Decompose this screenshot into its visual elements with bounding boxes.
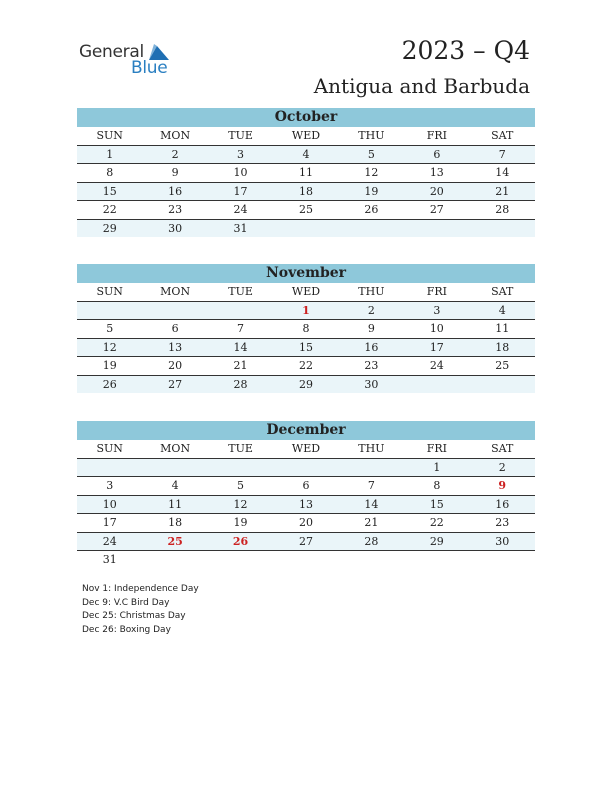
holiday-day-cell: 1 [302,303,310,317]
day-cell [77,459,142,477]
day-cell: 12 [233,497,248,511]
day-cell [470,220,535,238]
holiday-note: Dec 25: Christmas Day [82,611,186,621]
day-cell: 17 [102,516,117,529]
month-october [77,108,535,237]
weekday-label: SUN [96,442,123,455]
weekday-label: SAT [491,285,514,298]
day-cell: 26 [102,377,117,391]
day-cell: 15 [298,340,313,354]
day-cell: 14 [233,340,248,354]
week-row [77,357,535,376]
week-row [77,533,535,552]
day-cell [470,376,535,394]
weekday-label: FRI [426,442,447,455]
day-cell: 22 [102,203,117,216]
day-cell: 17 [429,340,444,354]
day-cell: 11 [168,497,183,511]
day-cell: 13 [298,497,313,511]
day-cell [208,459,273,477]
day-cell [404,551,469,569]
day-cell: 3 [106,479,114,492]
day-cell: 16 [168,184,183,198]
weekday-label: SAT [491,129,514,142]
day-cell: 2 [367,303,375,317]
day-cell: 10 [429,322,444,335]
day-cell [404,220,469,238]
weekday-label: SUN [96,129,123,142]
day-cell: 20 [298,516,313,529]
week-row [77,551,535,569]
day-cell: 9 [367,322,375,335]
day-cell: 15 [429,497,444,511]
day-cell: 4 [302,147,310,161]
day-cell: 2 [171,147,179,161]
day-cell [339,551,404,569]
month-title: October [77,108,535,127]
weekday-label: THU [358,285,385,298]
month-title: December [77,421,535,440]
day-cell: 24 [102,534,117,548]
week-row [77,320,535,339]
day-cell: 21 [364,516,379,529]
day-cell: 11 [495,322,510,335]
day-cell: 21 [495,184,510,198]
day-cell: 5 [237,479,245,492]
week-row [77,459,535,478]
day-cell: 5 [367,147,375,161]
day-cell [404,376,469,394]
weekday-label: TUE [228,442,253,455]
page-title-country: Antigua and Barbuda [313,74,530,98]
day-cell [142,302,207,320]
day-cell: 27 [168,377,183,391]
day-cell: 1 [433,460,441,474]
day-cell: 31 [233,221,248,235]
week-row [77,302,535,321]
day-cell: 24 [429,359,444,372]
week-row [77,146,535,165]
day-cell: 8 [302,322,310,335]
day-cell: 7 [498,147,506,161]
weekday-label: SAT [491,442,514,455]
day-cell: 20 [168,359,183,372]
day-cell [273,459,338,477]
day-cell [339,220,404,238]
day-cell: 4 [171,479,179,492]
day-cell: 15 [102,184,117,198]
weekday-label: WED [291,129,321,142]
holiday-note: Nov 1: Independence Day [82,584,199,594]
weekday-label: THU [358,442,385,455]
day-cell [77,302,142,320]
holiday-note: Dec 26: Boxing Day [82,624,171,635]
logo [79,42,189,82]
holiday-notes [82,583,199,637]
page-title-year: 2023 – Q4 [401,36,530,65]
month-title: November [77,264,535,283]
day-cell: 31 [102,553,117,566]
day-cell: 16 [495,497,510,511]
day-cell: 19 [102,359,117,372]
day-cell: 28 [364,534,379,548]
day-cell [208,302,273,320]
weekday-header-row [77,440,535,459]
week-row [77,201,535,220]
weekday-label: FRI [426,129,447,142]
weekday-label: FRI [426,285,447,298]
day-cell: 11 [298,166,313,179]
weekday-label: TUE [228,285,253,298]
logo-general-text: General [79,42,144,62]
day-cell: 18 [495,340,510,354]
day-cell: 2 [498,460,506,474]
month-december [77,421,535,569]
logo-blue-text: Blue [131,58,168,78]
weekday-label: WED [291,285,321,298]
day-cell [273,220,338,238]
day-cell: 20 [429,184,444,198]
weekday-label: WED [291,442,321,455]
day-cell [142,551,207,569]
day-cell: 14 [495,166,510,179]
weekday-header-row [77,127,535,146]
weekday-label: MON [160,442,191,455]
day-cell: 25 [298,203,313,216]
day-cell: 13 [168,340,183,354]
week-row [77,496,535,515]
day-cell: 17 [233,184,248,198]
week-row [77,183,535,202]
day-cell: 29 [102,221,117,235]
day-cell: 22 [298,359,313,372]
day-cell: 8 [106,166,114,179]
day-cell: 7 [237,322,245,335]
day-cell: 30 [495,534,510,548]
day-cell: 10 [102,497,117,511]
day-cell: 7 [367,479,375,492]
day-cell: 3 [433,303,441,317]
day-cell: 25 [495,359,510,372]
day-cell: 28 [495,203,510,216]
weekday-label: THU [358,129,385,142]
month-november [77,264,535,393]
holiday-note: Dec 9: V.C Bird Day [82,597,170,608]
weekday-header-row [77,283,535,302]
holiday-day-cell: 9 [498,479,507,492]
weekday-label: TUE [228,129,253,142]
day-cell: 13 [429,166,444,179]
day-cell: 6 [433,147,441,161]
weekday-label: SUN [96,285,123,298]
day-cell: 23 [168,203,183,216]
day-cell: 5 [106,322,114,335]
day-cell: 19 [233,516,248,529]
day-cell: 23 [495,516,510,529]
day-cell [142,459,207,477]
day-cell: 26 [364,203,379,216]
day-cell: 6 [171,322,179,335]
day-cell: 18 [298,184,313,198]
day-cell [470,551,535,569]
day-cell: 22 [429,516,444,529]
day-cell: 3 [237,147,245,161]
day-cell [339,459,404,477]
week-row [77,514,535,533]
day-cell: 27 [429,203,444,216]
weekday-label: MON [160,129,191,142]
week-row [77,220,535,238]
day-cell: 29 [298,377,313,391]
week-row [77,477,535,496]
day-cell: 8 [433,479,441,492]
day-cell: 18 [168,516,183,529]
day-cell: 6 [302,479,310,492]
weekday-label: MON [160,285,191,298]
week-row [77,339,535,358]
day-cell: 24 [233,203,248,216]
day-cell [208,551,273,569]
day-cell: 4 [498,303,506,317]
day-cell: 28 [233,377,248,391]
day-cell [273,551,338,569]
day-cell: 29 [429,534,444,548]
day-cell: 12 [102,340,117,354]
holiday-day-cell: 26 [232,534,249,548]
day-cell: 10 [233,166,248,179]
day-cell: 14 [364,497,379,511]
day-cell: 12 [364,166,379,179]
week-row [77,164,535,183]
day-cell: 30 [168,221,183,235]
day-cell: 19 [364,184,379,198]
day-cell: 21 [233,359,248,372]
week-row [77,376,535,394]
holiday-day-cell: 25 [167,534,183,548]
day-cell: 30 [364,377,379,391]
day-cell: 27 [298,534,313,548]
day-cell: 23 [364,359,379,372]
day-cell: 16 [364,340,379,354]
day-cell: 1 [106,147,114,161]
day-cell: 9 [171,166,179,179]
